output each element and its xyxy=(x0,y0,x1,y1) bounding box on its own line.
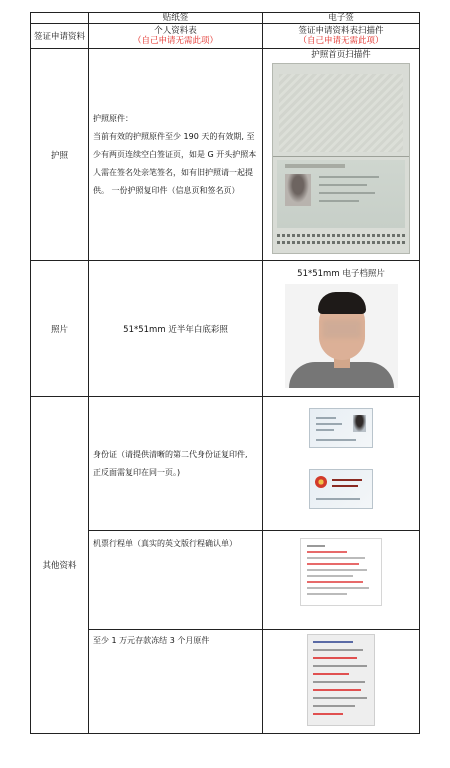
personal-form-label: 个人资料表 xyxy=(154,26,197,36)
id-card-back-image xyxy=(309,469,373,509)
visa-materials-header: 签证申请资料 xyxy=(31,24,89,49)
photo-cell xyxy=(263,261,420,397)
e-visa-header: 电子签 xyxy=(263,13,420,24)
id-card-cell xyxy=(263,397,420,531)
photo-requirement: 51*51mm 近半年白底彩照 xyxy=(89,261,263,397)
passport-scan-cell xyxy=(263,49,420,261)
bank-deposit-requirement: 至少 1 万元存款冻结 3 个月原件 xyxy=(89,630,263,734)
id-card-front-image xyxy=(309,408,373,448)
id-card-requirement: 身份证（请提供清晰的第二代身份证复印件, 正反面需复印在同一页。) xyxy=(89,397,263,531)
passport-desc-body: 当前有效的护照原件至少 190 天的有效期, 至少有两页连续空白签证页，如是 G 开头护照本人需在签名处亲笔签名，如有旧护照请一起提供。 一份护照复印件（信息页和签名页） xyxy=(93,131,257,195)
passport-desc-title: 护照原件： xyxy=(93,113,133,123)
scanned-form-header xyxy=(263,24,420,49)
passport-label: 护照 xyxy=(31,49,89,261)
header-blank-cell xyxy=(31,13,89,24)
sample-portrait-image xyxy=(285,284,398,388)
bank-deposit-cell xyxy=(263,630,420,734)
personal-form-header xyxy=(89,24,263,49)
no-need-note: （自己申请无需此项） xyxy=(132,36,218,46)
flight-itinerary-image xyxy=(300,538,382,606)
passport-scan-image xyxy=(272,63,410,254)
no-need-note: （自己申请无需此项） xyxy=(298,36,384,46)
photo-caption: 51*51mm 电子档照片 xyxy=(297,269,385,279)
bank-deposit-certificate-image xyxy=(307,634,375,726)
passport-photo-blurred xyxy=(285,174,311,206)
passport-requirements xyxy=(89,49,263,261)
sticker-visa-header: 贴纸签 xyxy=(89,13,263,24)
passport-scan-caption: 护照首页扫描件 xyxy=(311,50,371,60)
flight-itinerary-cell xyxy=(263,531,420,630)
visa-materials-table xyxy=(30,12,420,734)
scanned-form-label: 签证申请资料表扫描件 xyxy=(298,26,384,36)
photo-label: 照片 xyxy=(31,261,89,397)
flight-itinerary-requirement: 机票行程单（真实的英文版行程确认单） xyxy=(89,531,263,630)
other-materials-label: 其他资料 xyxy=(31,397,89,734)
